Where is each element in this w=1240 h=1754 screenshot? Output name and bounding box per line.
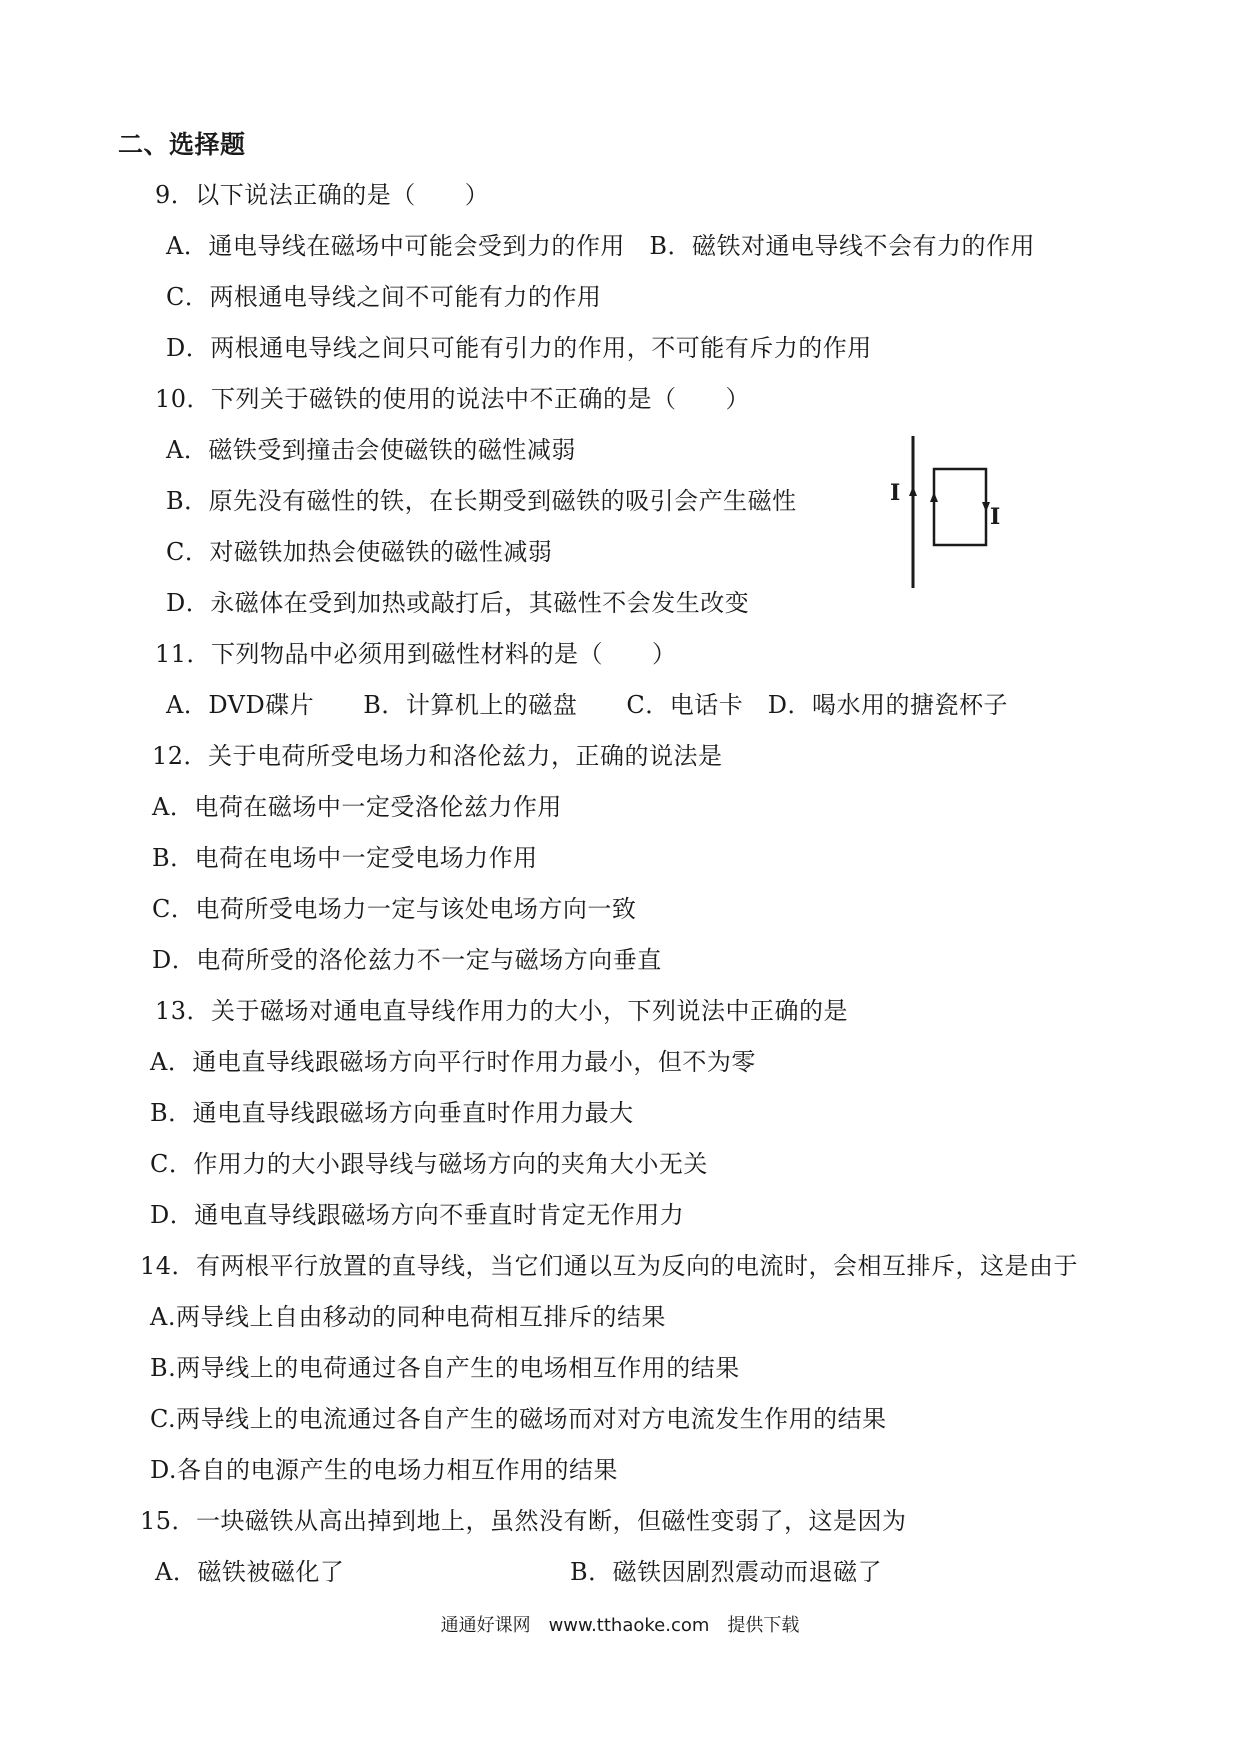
section-title: 二、选择题: [118, 130, 246, 159]
question-13-option-c: C．作用力的大小跟导线与磁场方向的夹角大小无关: [150, 1150, 708, 1178]
question-12-option-d: D．电荷所受的洛伦兹力不一定与磁场方向垂直: [152, 946, 662, 974]
question-15-option-a: A．磁铁被磁化了: [155, 1558, 345, 1586]
question-14-option-a: A.两导线上自由移动的同种电荷相互排斥的结果: [150, 1303, 666, 1331]
question-13-option-a: A．通电直导线跟磁场方向平行时作用力最小，但不为零: [150, 1048, 756, 1076]
question-12-stem: 12．关于电荷所受电场力和洛伦兹力，正确的说法是: [152, 742, 723, 770]
question-10-option-b: B．原先没有磁性的铁，在长期受到磁铁的吸引会产生磁性: [166, 487, 797, 515]
loop-up-arrow-icon: [930, 492, 938, 502]
current-label-left: I: [890, 480, 901, 506]
question-13-option-b: B．通电直导线跟磁场方向垂直时作用力最大: [150, 1099, 634, 1127]
rectangular-loop: [934, 469, 986, 545]
question-12-option-b: B．电荷在电场中一定受电场力作用: [152, 844, 538, 872]
question-13-option-d: D．通电直导线跟磁场方向不垂直时肯定无作用力: [150, 1201, 685, 1229]
question-9-stem: 9．以下说法正确的是（ ）: [155, 181, 490, 209]
question-14-option-d: D.各自的电源产生的电场力相互作用的结果: [150, 1456, 619, 1484]
question-12-option-a: A．电荷在磁场中一定受洛伦兹力作用: [152, 793, 562, 821]
question-9-option-ab: A．通电导线在磁场中可能会受到力的作用 B．磁铁对通电导线不会有力的作用: [166, 232, 1035, 260]
question-9-option-d: D．两根通电导线之间只可能有引力的作用，不可能有斥力的作用: [166, 334, 872, 362]
loop-down-arrow-icon: [982, 502, 990, 512]
question-11-options: A．DVD碟片 B．计算机上的磁盘 C．电话卡 D．喝水用的搪瓷杯子: [166, 691, 1008, 719]
question-14-option-c: C.两导线上的电流通过各自产生的磁场而对对方电流发生作用的结果: [150, 1405, 887, 1433]
question-11-stem: 11．下列物品中必须用到磁性材料的是（ ）: [155, 640, 677, 668]
question-14-stem: 14．有两根平行放置的直导线，当它们通以互为反向的电流时，会相互排斥，这是由于: [140, 1252, 1079, 1280]
wire-current-arrow-icon: [909, 486, 917, 496]
question-14-option-b: B.两导线上的电荷通过各自产生的电场相互作用的结果: [150, 1354, 740, 1382]
question-12-option-c: C．电荷所受电场力一定与该处电场方向一致: [152, 895, 637, 923]
question-10-option-d: D．永磁体在受到加热或敲打后，其磁性不会发生改变: [166, 589, 750, 617]
question-15-option-b: B．磁铁因剧烈震动而退磁了: [570, 1558, 883, 1586]
question-10-option-a: A．磁铁受到撞击会使磁铁的磁性减弱: [166, 436, 576, 464]
page-footer: 通通好课网 www.tthaoke.com 提供下载: [440, 1615, 800, 1636]
question-10-stem: 10．下列关于磁铁的使用的说法中不正确的是（ ）: [155, 385, 751, 413]
wire-loop-figure: [880, 432, 1010, 592]
wire-loop-diagram: [880, 432, 1010, 592]
question-13-stem: 13．关于磁场对通电直导线作用力的大小，下列说法中正确的是: [155, 997, 849, 1025]
question-10-option-c: C．对磁铁加热会使磁铁的磁性减弱: [166, 538, 553, 566]
current-label-right: I: [990, 504, 1001, 530]
question-9-option-c: C．两根通电导线之间不可能有力的作用: [166, 283, 602, 311]
question-15-stem: 15．一块磁铁从高出掉到地上，虽然没有断，但磁性变弱了，这是因为: [140, 1507, 907, 1535]
